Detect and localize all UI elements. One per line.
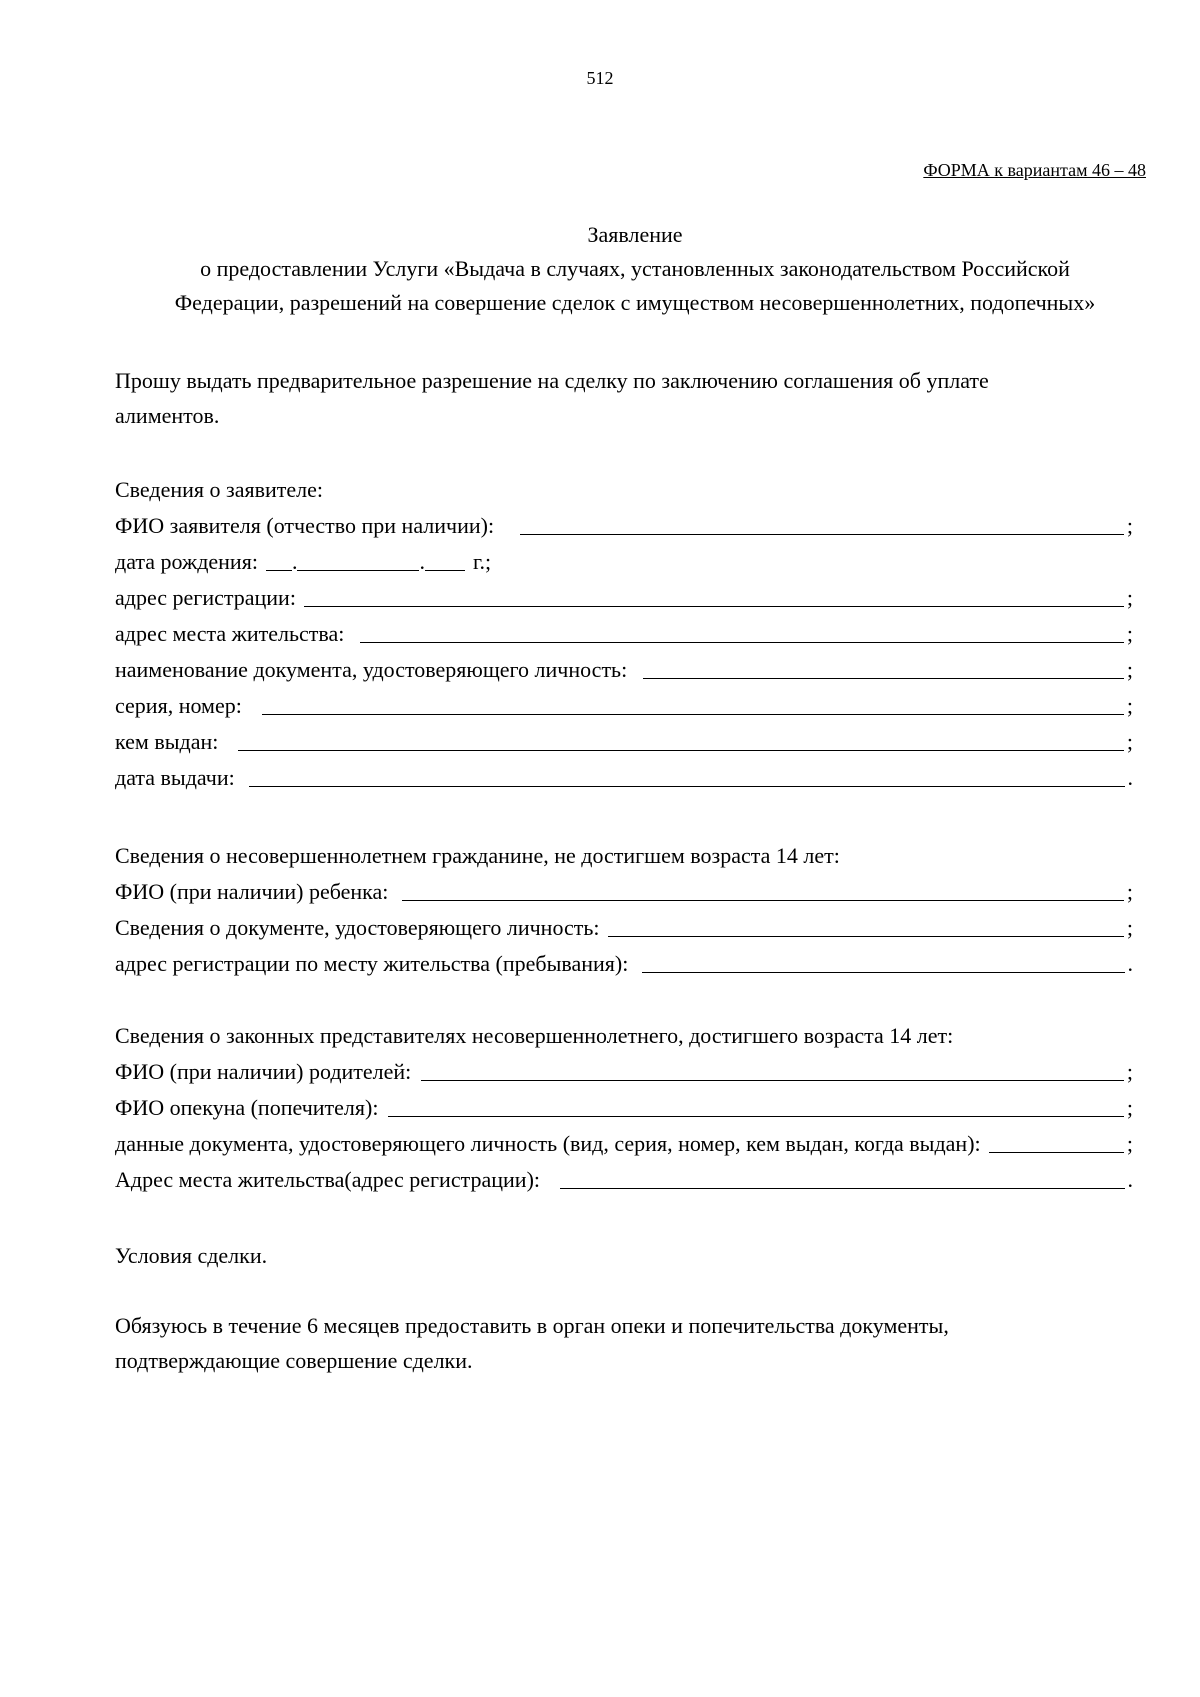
guardians-heading: Сведения о законных представителях несовершеннолетнего, достигшего возраста 14 лет: bbox=[115, 1023, 954, 1048]
registration-address-row bbox=[115, 580, 1133, 616]
field-terminator: ; bbox=[1126, 513, 1133, 538]
series-number-row bbox=[115, 688, 1133, 724]
child-name-row bbox=[115, 874, 1133, 910]
birth-date-row bbox=[115, 544, 1133, 580]
title-line-3: Федерации, разрешений на совершение сделок с имуществом несовершеннолетних, подопечных» bbox=[174, 290, 1096, 315]
field-label: адрес места жительства: bbox=[115, 621, 345, 646]
field-terminator: ; bbox=[1126, 585, 1133, 610]
form-variant-label: ФОРМА к вариантам 46 – 48 bbox=[923, 160, 1146, 180]
residence-address-field[interactable] bbox=[360, 620, 1123, 643]
title-line-1: Заявление bbox=[587, 222, 683, 247]
parents-name-field[interactable] bbox=[421, 1058, 1124, 1081]
obligation-paragraph bbox=[115, 1308, 1135, 1378]
applicant-full-name-row bbox=[115, 508, 1133, 544]
guardians-section bbox=[115, 1018, 1133, 1198]
child-name-field[interactable] bbox=[402, 878, 1123, 901]
field-terminator: ; bbox=[1126, 1059, 1133, 1084]
issued-by-row bbox=[115, 724, 1133, 760]
field-label: наименование документа, удостоверяющего личность: bbox=[115, 657, 628, 682]
child-registration-address-field[interactable] bbox=[642, 950, 1124, 973]
registration-address-field[interactable] bbox=[304, 584, 1124, 607]
field-terminator: ; bbox=[1126, 915, 1133, 940]
title-line-2: о предоставлении Услуги «Выдача в случаях, установленных законодательством Российской bbox=[200, 256, 1070, 281]
birth-month-field[interactable] bbox=[297, 548, 419, 571]
field-label: адрес регистрации по месту жительства (пребывания): bbox=[115, 951, 629, 976]
field-label: данные документа, удостоверяющего личность (вид, серия, номер, кем выдан, когда выдан): bbox=[115, 1131, 981, 1156]
field-terminator: ; bbox=[1126, 1095, 1133, 1120]
field-label: адрес регистрации: bbox=[115, 585, 296, 610]
date-separator: . bbox=[419, 549, 425, 574]
request-line-2: алиментов. bbox=[115, 403, 220, 428]
child-registration-address-row bbox=[115, 946, 1133, 982]
applicant-full-name-field[interactable] bbox=[520, 512, 1124, 535]
field-terminator: ; bbox=[1126, 621, 1133, 646]
series-number-field[interactable] bbox=[262, 692, 1124, 715]
request-paragraph bbox=[115, 363, 1135, 433]
guardian-id-document-field[interactable] bbox=[989, 1130, 1124, 1153]
id-document-name-row bbox=[115, 652, 1133, 688]
minor-heading: Сведения о несовершеннолетнем гражданине, не достигшем возраста 14 лет: bbox=[115, 843, 840, 868]
field-terminator: . bbox=[1127, 765, 1133, 790]
field-terminator: ; bbox=[1126, 879, 1133, 904]
guardian-residence-address-field[interactable] bbox=[560, 1166, 1124, 1189]
guardian-residence-address-row bbox=[115, 1162, 1133, 1198]
field-label: Адрес места жительства(адрес регистрации): bbox=[115, 1167, 541, 1192]
field-label: ФИО опекуна (попечителя): bbox=[115, 1095, 379, 1120]
issued-by-field[interactable] bbox=[238, 728, 1124, 751]
child-id-document-field[interactable] bbox=[608, 914, 1124, 937]
request-line-1: Прошу выдать предварительное разрешение на сделку по заключению соглашения об уплате bbox=[115, 368, 989, 393]
parents-name-row bbox=[115, 1054, 1133, 1090]
obligation-line-2: подтверждающие совершение сделки. bbox=[115, 1348, 473, 1373]
field-terminator: ; bbox=[1126, 657, 1133, 682]
field-terminator: . bbox=[1127, 951, 1133, 976]
date-separator: . bbox=[291, 549, 298, 574]
birth-year-field[interactable] bbox=[425, 548, 465, 571]
field-terminator: ; bbox=[1126, 729, 1133, 754]
document-title bbox=[100, 218, 1170, 320]
issue-date-field[interactable] bbox=[249, 764, 1125, 787]
year-suffix: г.; bbox=[472, 549, 492, 574]
field-label: ФИО заявителя (отчество при наличии): bbox=[115, 513, 495, 538]
applicant-heading: Сведения о заявителе: bbox=[115, 477, 324, 502]
guardian-name-field[interactable] bbox=[388, 1094, 1123, 1117]
minor-section bbox=[115, 838, 1133, 982]
field-label: Сведения о документе, удостоверяющего личность: bbox=[115, 915, 600, 940]
field-label: дата рождения: bbox=[115, 549, 258, 574]
field-label: ФИО (при наличии) ребенка: bbox=[115, 879, 389, 904]
field-label: кем выдан: bbox=[115, 729, 219, 754]
field-label: серия, номер: bbox=[115, 693, 242, 718]
guardian-id-document-row bbox=[115, 1126, 1133, 1162]
issue-date-row bbox=[115, 760, 1133, 796]
guardian-name-row bbox=[115, 1090, 1133, 1126]
page-number: 512 bbox=[586, 68, 614, 88]
id-document-name-field[interactable] bbox=[643, 656, 1124, 679]
field-terminator: ; bbox=[1126, 1131, 1133, 1156]
residence-address-row bbox=[115, 616, 1133, 652]
birth-day-field[interactable] bbox=[266, 548, 292, 571]
field-label: дата выдачи: bbox=[115, 765, 235, 790]
obligation-line-1: Обязуюсь в течение 6 месяцев предоставить в орган опеки и попечительства документы, bbox=[115, 1313, 949, 1338]
field-terminator: ; bbox=[1126, 693, 1133, 718]
field-terminator: . bbox=[1127, 1167, 1133, 1192]
deal-conditions: Условия сделки. bbox=[115, 1243, 268, 1268]
child-id-document-row bbox=[115, 910, 1133, 946]
field-label: ФИО (при наличии) родителей: bbox=[115, 1059, 412, 1084]
applicant-section bbox=[115, 472, 1133, 796]
